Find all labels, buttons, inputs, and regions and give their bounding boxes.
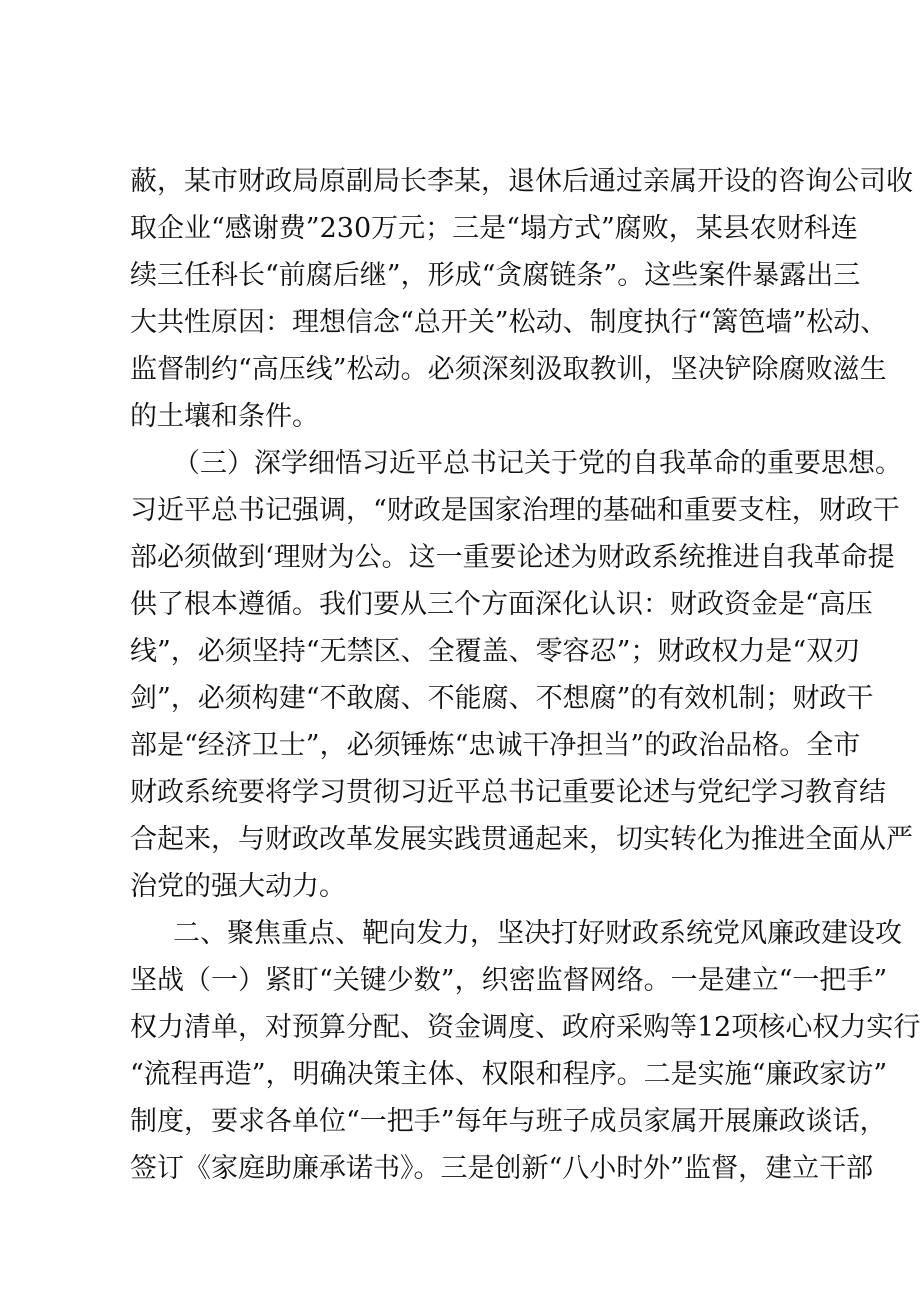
paragraph-3-line-6: 签订《家庭助廉承诺书》。三是创新“八小时外”监督，建立干部 (130, 1153, 874, 1184)
paragraph-1-line-6: 的土壤和条件。 (130, 401, 319, 432)
paragraph-2-line-6: 剑”，必须构建“不敢腐、不能腐、不想腐”的有效机制；财政干 (130, 683, 874, 714)
paragraph-2-line-9: 合起来，与财政改革发展实践贯通起来，切实转化为推进全面从严 (130, 824, 913, 855)
paragraph-2-line-10: 治党的强大动力。 (130, 871, 346, 902)
paragraph-1-line-5: 监督制约“高压线”松动。必须深刻汲取教训，坚决铲除腐败滋生 (130, 354, 887, 385)
paragraph-1-line-4: 大共性原因：理想信念“总开关”松动、制度执行“篱笆墙”松动、 (130, 307, 888, 338)
paragraph-2-line-7: 部是“经济卫士”，必须锤炼“忠诚干净担当”的政治品格。全市 (130, 730, 861, 761)
paragraph-2-line-5: 线”，必须坚持“无禁区、全覆盖、零容忍”；财政权力是“双刃 (130, 636, 861, 667)
paragraph-3-line-5: 制度，要求各单位“一把手”每年与班子成员家属开展廉政谈话， (130, 1106, 887, 1137)
paragraph-2-line-1: （三）深学细悟习近平总书记关于党的自我革命的重要思想。 (173, 448, 902, 479)
paragraph-1-line-1: 蔽，某市财政局原副局长李某，退休后通过亲属开设的咨询公司收 (130, 166, 913, 197)
paragraph-3-line-4: “流程再造”，明确决策主体、权限和程序。二是实施“廉政家访” (130, 1059, 888, 1090)
paragraph-2-line-2: 习近平总书记强调，“财政是国家治理的基础和重要支柱，财政干 (130, 495, 900, 526)
paragraph-3-line-2: 坚战（一）紧盯“关键少数”，织密监督网络。一是建立“一把手” (130, 965, 888, 996)
paragraph-3-line-3: 权力清单，对预算分配、资金调度、政府采购等12项核心权力实行 (130, 1012, 920, 1043)
paragraph-2-line-3: 部必须做到‘理财为公。这一重要论述为财政系统推进自我革命提 (130, 542, 895, 573)
paragraph-3-line-1: 二、聚焦重点、靶向发力，坚决打好财政系统党风廉政建设攻 (173, 918, 902, 949)
paragraph-1-line-3: 续三任科长“前腐后继”，形成“贪腐链条”。这些案件暴露出三 (130, 260, 861, 291)
paragraph-2-line-8: 财政系统要将学习贯彻习近平总书记重要论述与党纪学习教育结 (130, 777, 886, 808)
paragraph-2-line-4: 供了根本遵循。我们要从三个方面深化认识：财政资金是“高压 (130, 589, 873, 620)
paragraph-1-line-2: 取企业“感谢费”230万元；三是“塌方式”腐败，某县农财科连 (130, 213, 858, 244)
